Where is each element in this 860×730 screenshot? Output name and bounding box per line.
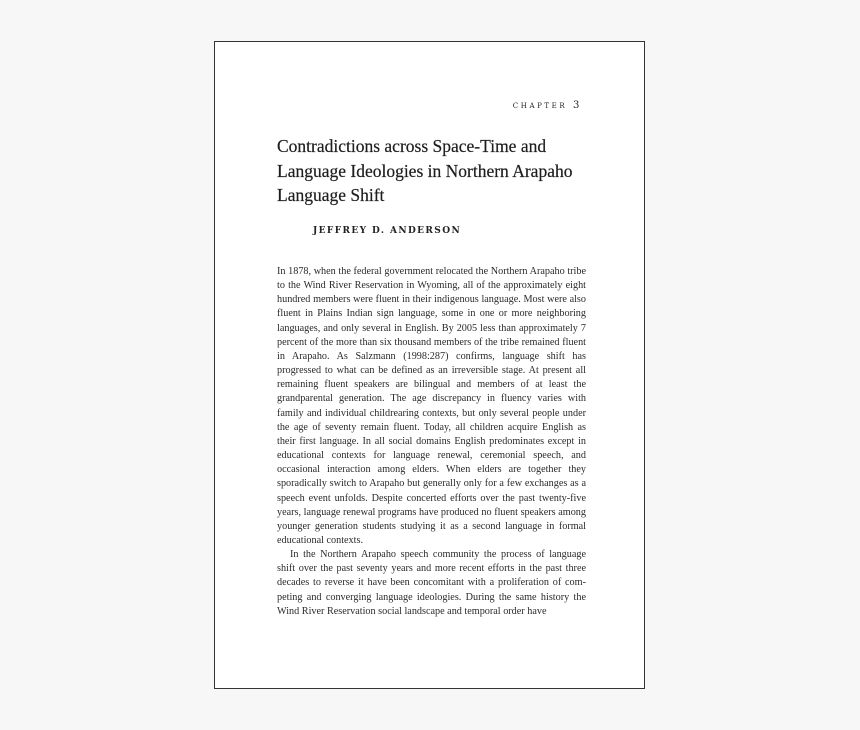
chapter-title: Contradictions across Space-Time and Language Ideologies in Northern Arapaho Language Shift — [277, 136, 573, 205]
book-page — [214, 41, 645, 689]
author-name: JEFFREY D. ANDERSON — [313, 226, 462, 236]
paragraph-1: In 1878, when the federal government relocated the Northern Arapaho tribe to the Wind River Reservation in Wyoming, all of the approximately eight hundred members were fluent in their indigenous language. Most were also fluent in Plains Indian sign language, some in one or more neighboring languages, and only several in English. By 2005 less than approximately 7 percent of the more than six thousand members of the tribe remained fluent in Arapaho. As Salzmann (1998:287) confirms, language shift has progressed to what can be defined as an irreversible stage. At present all remaining fluent speakers are bilingual and members of at least the grandparental generation. The age discrepancy in fluency varies with family and individual childrearing contexts, but only several people under the age of seventy remain fluent. Today, all children acquire English as their first language. In all social domains English predominates except in educational contexts for language renewal, ceremonial speech, and occasional interaction among elders. When elders are together they sporadically switch to Arapaho but generally only for a few exchanges as a speech event unfolds. Despite concerted efforts over the past twenty-five years, language renewal programs have produced no fluent speakers among younger generation students studying it as a second language in formal educational contexts. — [277, 266, 586, 546]
paragraph-2: In the Northern Arapaho speech community the process of language shift over the past seventy years and more recent efforts in the past three decades to reverse it have been concomitant with a proliferation of competing and converging language ideologies. During the same history the Wind River Reservation social landscape and temporal order have — [277, 549, 586, 617]
body-text — [277, 265, 586, 619]
chapter-label: chapter 3 — [512, 100, 582, 111]
